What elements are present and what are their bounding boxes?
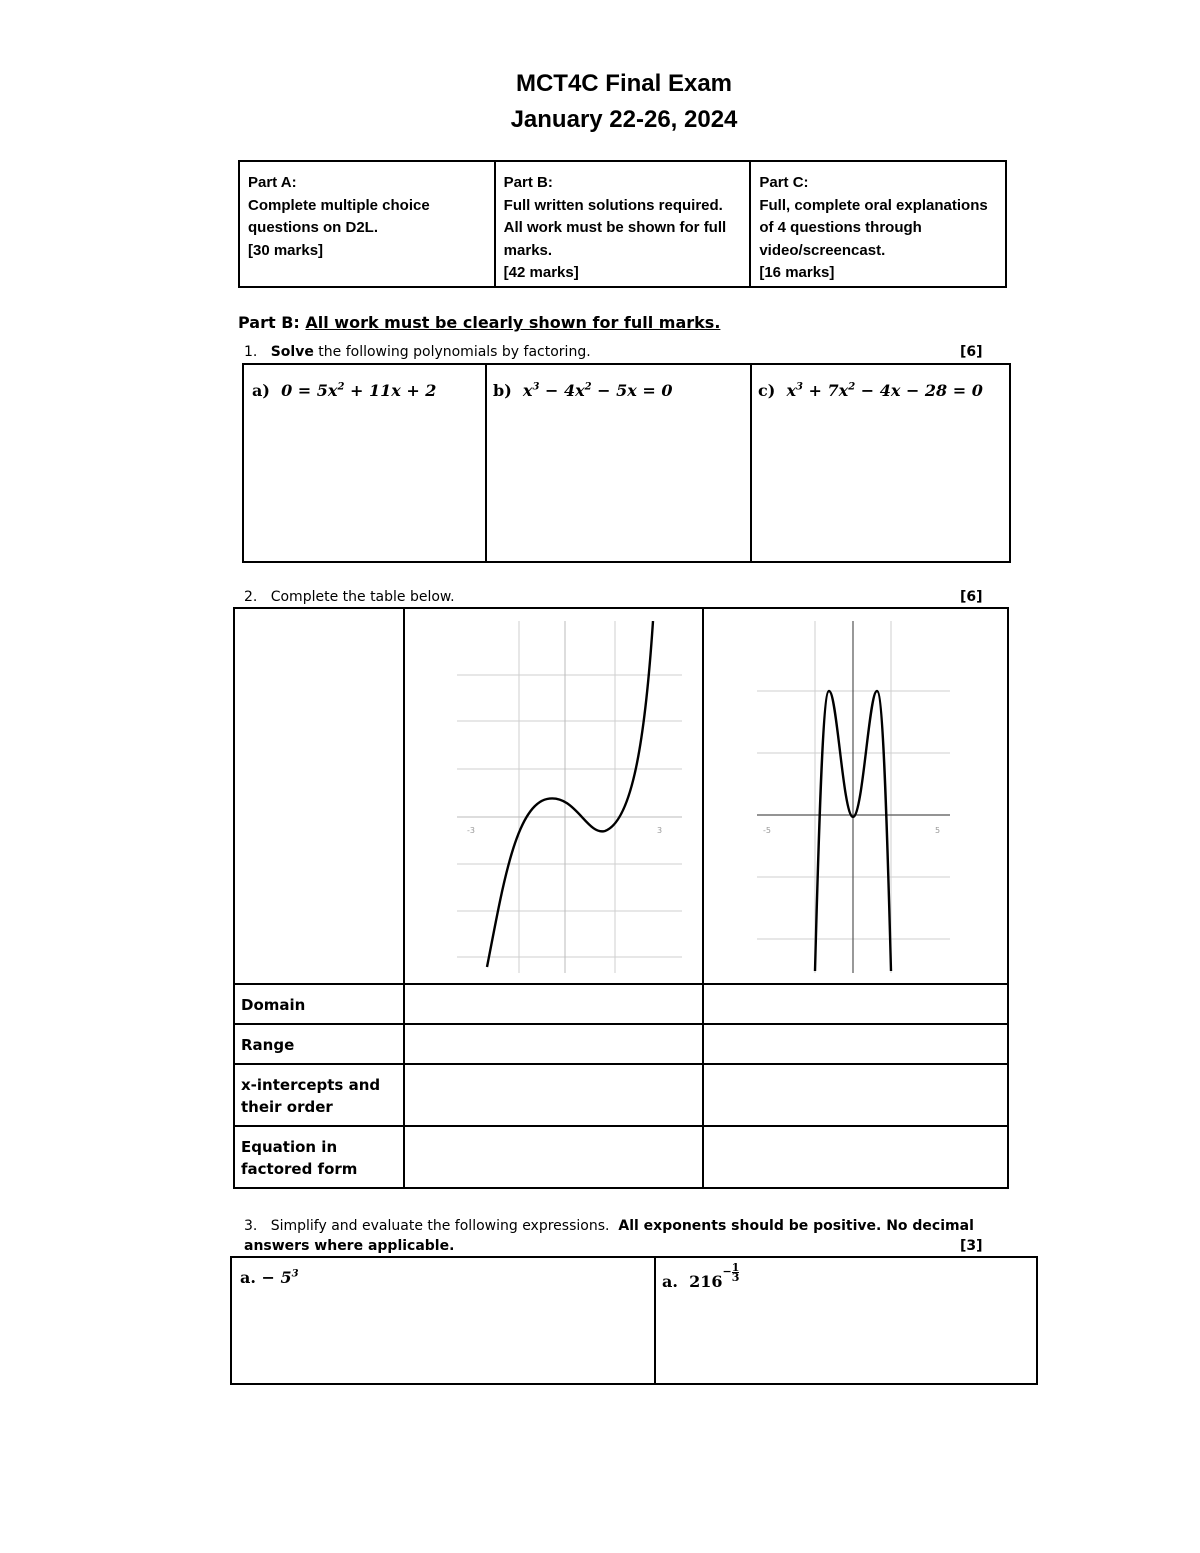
- question-2-marks: [6]: [960, 589, 983, 605]
- question-1a-answer-area[interactable]: [244, 365, 485, 561]
- part-c-line: video/screencast.: [759, 241, 886, 259]
- part-b-line: Full written solutions required.: [503, 196, 723, 214]
- part-a-heading: Part A:: [248, 174, 297, 191]
- x-intercepts-answer-graph-2[interactable]: [704, 1065, 1007, 1125]
- question-3-bold-text: All exponents should be positive. No decimal answers where applicable.: [244, 1218, 974, 1254]
- question-3-answer-table: [230, 1256, 1038, 1385]
- equation-answer-graph-1[interactable]: [405, 1127, 702, 1187]
- part-a-line: Complete multiple choice: [248, 196, 430, 214]
- question-2-text: Complete the table below.: [270, 589, 455, 605]
- x-tick-left: -5: [763, 826, 771, 835]
- part-c-heading: Part C:: [759, 174, 809, 191]
- part-c-cell: [749, 162, 1005, 286]
- part-b-label: Part B:: [238, 313, 300, 332]
- question-1-text: the following polynomials by factoring.: [318, 344, 591, 360]
- range-answer-graph-2[interactable]: [704, 1025, 1007, 1063]
- domain-answer-graph-2[interactable]: [704, 985, 1007, 1023]
- question-2-table: [233, 607, 1009, 1189]
- part-c-line: [16 marks]: [759, 264, 835, 281]
- question-3-text: Simplify and evaluate the following expressions.: [270, 1218, 610, 1234]
- row-label-range: Range: [241, 1036, 295, 1054]
- question-1-verb: Solve: [270, 344, 314, 360]
- question-3b-expression: a. $216^{- \frac{1}{3}}$: [662, 1260, 740, 1291]
- range-answer-graph-1[interactable]: [405, 1025, 702, 1063]
- question-1-marks: [6]: [960, 344, 983, 360]
- page-title: MCT4C Final Exam: [515, 70, 733, 97]
- quartic-graph: [757, 621, 950, 973]
- question-3-prompt: [244, 1216, 1004, 1256]
- row-label-equation: Equation in factored form: [241, 1138, 358, 1178]
- part-a-line: [30 marks]: [248, 241, 324, 259]
- x-tick-right: 3: [657, 826, 663, 835]
- cubic-graph: [457, 621, 682, 973]
- part-b-line: marks.: [503, 241, 553, 259]
- question-1b-answer-area[interactable]: [487, 365, 750, 561]
- parts-table: [238, 160, 1007, 288]
- part-a-line: questions on D2L.: [248, 219, 379, 236]
- question-1-prompt: [244, 344, 591, 360]
- question-3a-answer-area[interactable]: [232, 1258, 654, 1383]
- cubic-curve: [487, 621, 653, 967]
- question-1-answer-table: [242, 363, 1011, 563]
- question-1b-expression: b) $x^3 - 4x^2 - 5x = 0$: [493, 381, 673, 400]
- question-3-marks: [3]: [960, 1238, 983, 1254]
- part-b-cell: [494, 162, 750, 286]
- question-number: 1.: [244, 344, 258, 360]
- x-tick-left: -3: [467, 826, 475, 835]
- equation-answer-graph-2[interactable]: [704, 1127, 1007, 1187]
- domain-answer-graph-1[interactable]: [405, 985, 702, 1023]
- question-1c-expression: c) $x^3 + 7x^2 - 4x - 28 = 0$: [758, 381, 983, 400]
- question-1a-expression: a) $0 = 5x^2 + 11x + 2$: [252, 381, 437, 400]
- part-b-heading: Part B:: [503, 174, 553, 191]
- part-c-line: of 4 questions through: [759, 219, 922, 236]
- part-c-line: Full, complete oral explanations: [759, 196, 988, 214]
- part-b-line: [42 marks]: [503, 264, 579, 281]
- question-2-prompt: [244, 589, 455, 605]
- part-b-line: All work must be shown for full: [503, 219, 727, 236]
- part-b-section-heading: [238, 313, 720, 332]
- question-number: 3.: [244, 1218, 258, 1234]
- x-intercepts-answer-graph-1[interactable]: [405, 1065, 702, 1125]
- question-number: 2.: [244, 589, 258, 605]
- x-tick-right: 5: [935, 826, 941, 835]
- row-label-domain: Domain: [241, 996, 306, 1014]
- row-label-x-intercepts: x-intercepts and their order: [241, 1076, 381, 1116]
- question-3a-expression: a. − $5^3$: [240, 1268, 299, 1287]
- part-a-cell: [240, 162, 494, 286]
- question-3b-answer-area[interactable]: [656, 1258, 1036, 1383]
- question-1c-answer-area[interactable]: [752, 365, 1009, 561]
- exam-dates: January 22-26, 2024: [510, 106, 738, 133]
- part-b-instruction: All work must be clearly shown for full marks.: [305, 313, 721, 332]
